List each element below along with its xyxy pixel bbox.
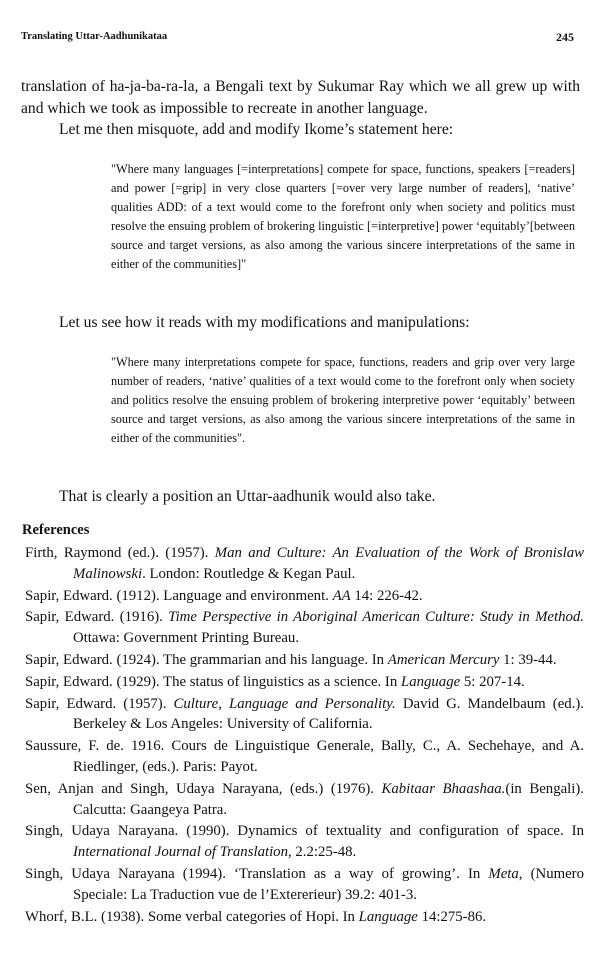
ref-text: 14: 226-42. xyxy=(350,587,423,604)
reference-entry xyxy=(25,650,584,671)
ref-title: Language xyxy=(400,673,461,690)
ref-text: Singh, Udaya Narayana. (1990). Dynamics of textuality and configuration of space. In xyxy=(25,823,584,840)
ref-text: . London: Routledge & Kegan Paul. xyxy=(142,565,356,582)
ref-text: Sapir, Edward. (1912). Language and environment. xyxy=(25,587,333,604)
reference-entry xyxy=(25,907,584,928)
block-quote: "Where many interpretations compete for space, functions, readers and grip over very large number of readers, ‘native’ qualities of a text would come to the forefront only when society and politics resolve the ensuing problem of brokering interpretive power ‘equitably’ between source and target versions, as also among the various sincere interpretations of the same in either of the communities". xyxy=(111,355,575,445)
ref-text: Sen, Anjan and Singh, Udaya Narayana, (eds.) (1976). xyxy=(25,780,382,797)
reference-entry xyxy=(25,694,584,736)
ref-text: Sapir, Edward. (1957). xyxy=(25,695,174,712)
ref-text: 5: 207-14. xyxy=(460,673,525,690)
ref-title: Language xyxy=(358,908,418,925)
reference-entry xyxy=(25,607,584,649)
ref-text: Firth, Raymond (ed.). (1957). xyxy=(25,545,215,561)
reference-entry xyxy=(25,543,584,585)
ref-title: Time Perspective in Aboriginal American Culture: Study in Method. xyxy=(168,609,584,626)
page-number: 245 xyxy=(556,30,574,44)
ref-title: AA xyxy=(332,587,351,604)
reference-entry xyxy=(25,672,584,693)
reference-entry xyxy=(25,779,584,821)
ref-text: Sapir, Edward. (1924). The grammarian and his language. In xyxy=(25,651,388,668)
body-paragraph: Let me then misquote, add and modify Ikome’s statement here: xyxy=(59,121,454,138)
ref-title: Kabitaar Bhaashaa. xyxy=(381,780,506,797)
ref-text: (in Bengali). Calcutta: Gaangeya Patra. xyxy=(73,780,585,818)
ref-text: , (Numero Speciale: La Traduction vue de l’Extererieur) 39.2: 401-3. xyxy=(73,865,584,903)
ref-text: Ottawa: Government Printing Bureau. xyxy=(73,630,300,647)
ref-text: David G. Mandelbaum (ed.). Berkeley & Los Angeles: University of California. xyxy=(73,695,584,733)
reference-entry xyxy=(25,736,584,778)
ref-text: Whorf, B.L. (1938). Some verbal categories of Hopi. In xyxy=(25,908,359,925)
block-quote: "Where many languages [=interpretations] compete for space, functions, speakers [=readers] and power [=grip] in very close quarters [=over very large number of readers], ‘native’ qualities ADD: of a text would come to the forefront only when society and politics must resolve the ensuing problem of brokering linguistic [=interpretive] power ‘equitably’[between source and target versions, as also among the various sincere interpretations of the same in either of the communities]" xyxy=(111,162,575,271)
ref-text: Singh, Udaya Narayana (1994). ‘Translation as a way of growing’. In xyxy=(25,865,489,882)
ref-text: Saussure, F. de. 1916. Cours de Linguistique Generale, Bally, C., A. Sechehaye, and A. Riedlinger, (eds.). Paris: Payot. xyxy=(25,738,584,775)
body-paragraph: Let us see how it reads with my modifications and manipulations: xyxy=(59,314,470,331)
body-paragraph: translation of ha-ja-ba-ra-la, a Bengali text by Sukumar Ray which we all grew up with and which we took as impossible to recreate in another language. xyxy=(21,78,580,117)
ref-title: Meta xyxy=(488,865,519,882)
ref-text: Sapir, Edward. (1929). The status of linguistics as a science. In xyxy=(25,673,401,690)
reference-entry xyxy=(25,821,584,863)
ref-text: 1: 39-44. xyxy=(499,651,557,668)
ref-title: American Mercury xyxy=(387,651,500,668)
ref-title: Culture, Language and Personality. xyxy=(173,695,396,712)
ref-text: 14:275-86. xyxy=(417,908,487,925)
running-head: Translating Uttar-Aadhunikataa xyxy=(21,31,168,42)
ref-title: Man and Culture: An Evaluation of the Work of Bronislaw Malinowski xyxy=(73,545,584,582)
references-heading: References xyxy=(22,522,90,538)
body-paragraph: That is clearly a position an Uttar-aadhunik would also take. xyxy=(59,488,436,505)
reference-entry xyxy=(25,586,584,607)
ref-text: Sapir, Edward. (1916). xyxy=(25,609,169,626)
reference-entry xyxy=(25,864,584,906)
references-list xyxy=(25,543,584,927)
ref-title: International Journal of Translation xyxy=(73,844,288,861)
ref-text: , 2.2:25-48. xyxy=(287,844,357,861)
